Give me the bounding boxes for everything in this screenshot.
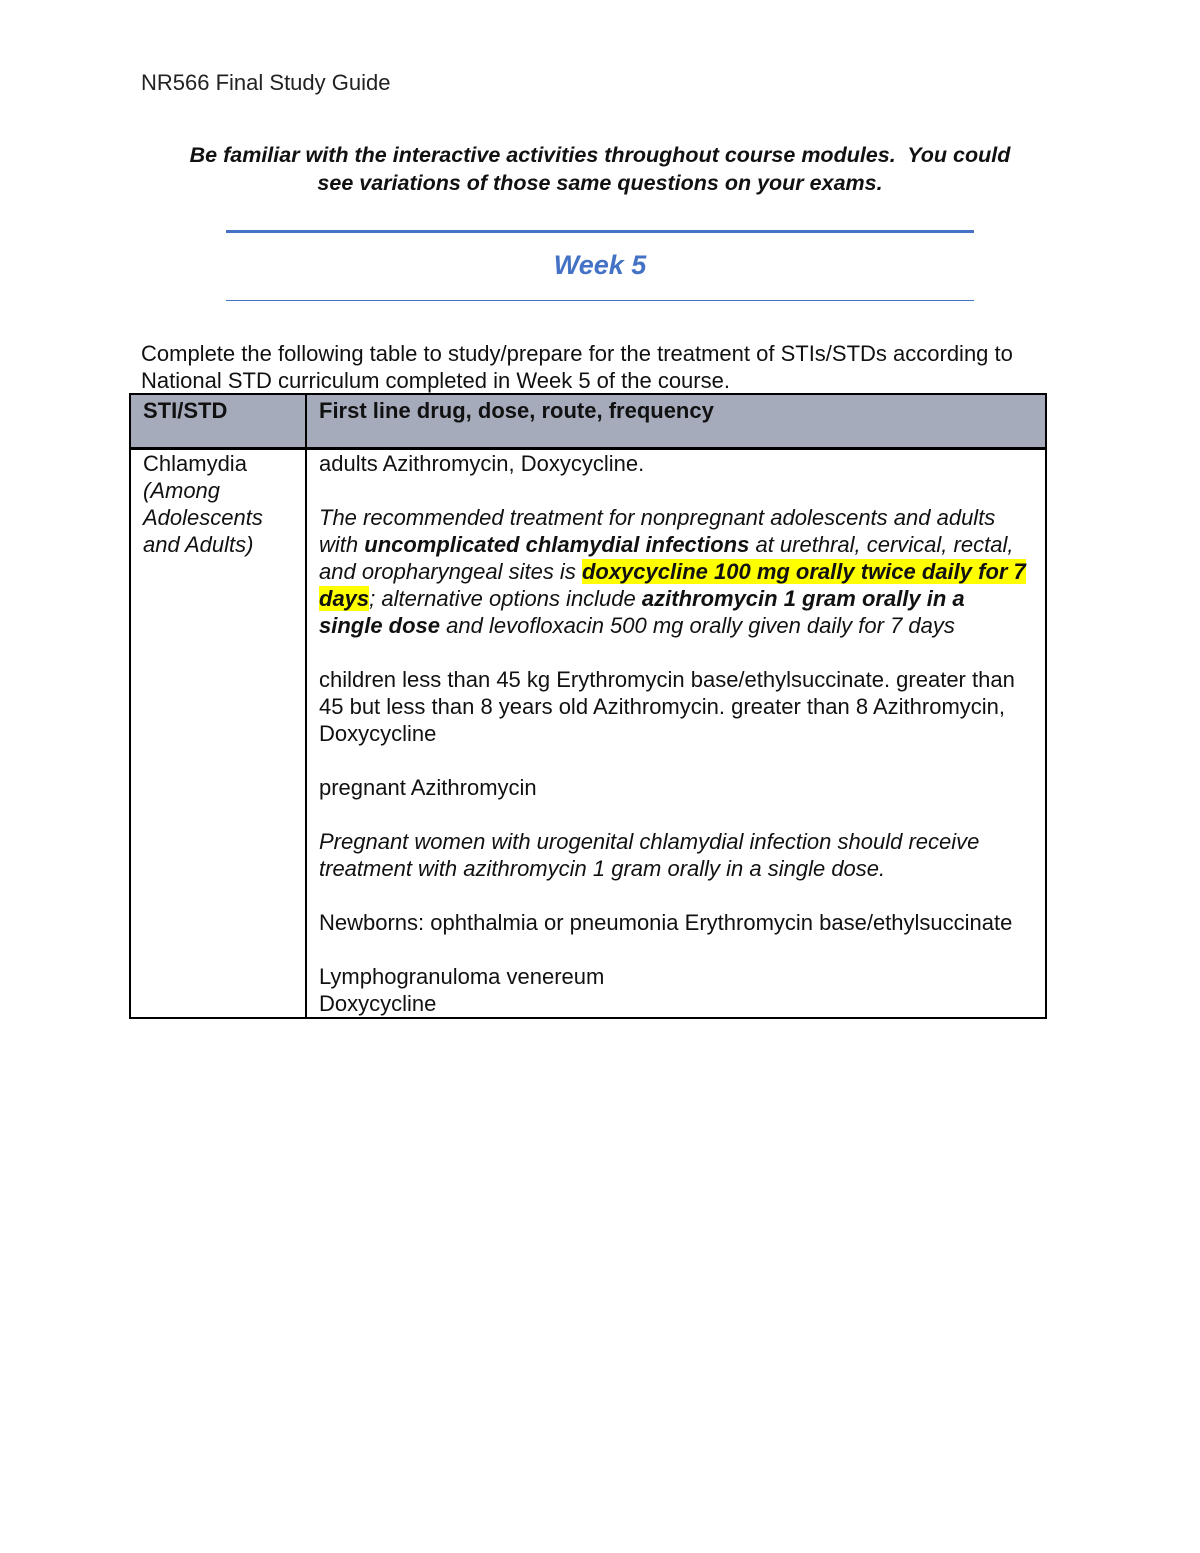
column-header-first-line-drug: First line drug, dose, route, frequency — [306, 394, 1046, 449]
rec-text-3: ; alternative options include — [369, 586, 642, 611]
instructions-text: Complete the following table to study/prepare for the treatment of STIs/STDs according to National STD curriculum completed in Week 5 of the course. — [141, 341, 1013, 393]
children-treatment-doxy: Doxycycline — [319, 721, 437, 746]
section-title: Week 5 — [553, 250, 647, 280]
rec-text-4: and levofloxacin 500 mg orally given daily for 7 days — [440, 613, 955, 638]
condition-cell — [130, 449, 306, 1019]
intro-line-2: see variations of those same questions on your exams. — [317, 171, 883, 195]
rec-text-1: The recommended treatment for nonpregnant adolescents and adults with — [319, 505, 996, 557]
spacer — [319, 801, 1033, 828]
lgv-condition: Lymphogranuloma venereum — [319, 964, 605, 989]
rec-bold-2: azithromycin 1 gram orally in a single dose — [319, 586, 965, 638]
newborns-treatment: Newborns: ophthalmia or pneumonia Erythromycin base/ethylsuccinate — [319, 910, 1013, 935]
column-header-sti: STI/STD — [130, 394, 306, 449]
spacer — [319, 477, 1033, 504]
children-treatment: children less than 45 kg Erythromycin base/ethylsuccinate. greater than 45 but less than 8 years old Azithromycin. greater than 8 Azithromycin, — [319, 667, 1015, 719]
rec-text-2: at urethral, cervical, rectal, and oropharyngeal sites is — [319, 532, 1014, 584]
document-header: NR566 Final Study Guide — [141, 70, 391, 95]
pregnant-treatment: pregnant Azithromycin — [319, 775, 537, 800]
table-row — [130, 449, 1046, 1019]
section-rule-top — [226, 230, 974, 233]
spacer — [319, 882, 1033, 909]
adults-treatment: adults Azithromycin, Doxycycline. — [319, 451, 645, 476]
spacer — [319, 936, 1033, 963]
pregnant-note: Pregnant women with urogenital chlamydial infection should receive treatment with azithromycin 1 gram orally in a single dose. — [319, 829, 980, 881]
condition-note: (Among Adolescents and Adults) — [143, 478, 263, 557]
condition-name: Chlamydia — [143, 451, 247, 476]
table-header-row — [130, 394, 1046, 449]
treatment-cell — [306, 449, 1046, 1019]
rec-highlight: doxycycline 100 mg orally twice daily for 7 days — [319, 559, 1026, 611]
section-rule-bottom — [226, 300, 974, 301]
intro-note — [130, 141, 1070, 197]
intro-line-1: Be familiar with the interactive activities throughout course modules. You could — [189, 143, 1011, 167]
spacer — [319, 747, 1033, 774]
lgv-drug: Doxycycline — [319, 991, 437, 1016]
spacer — [319, 639, 1033, 666]
recommended-treatment — [319, 504, 1033, 639]
sti-treatment-table — [129, 393, 1047, 1019]
rec-bold-1: uncomplicated chlamydial infections — [364, 532, 750, 557]
